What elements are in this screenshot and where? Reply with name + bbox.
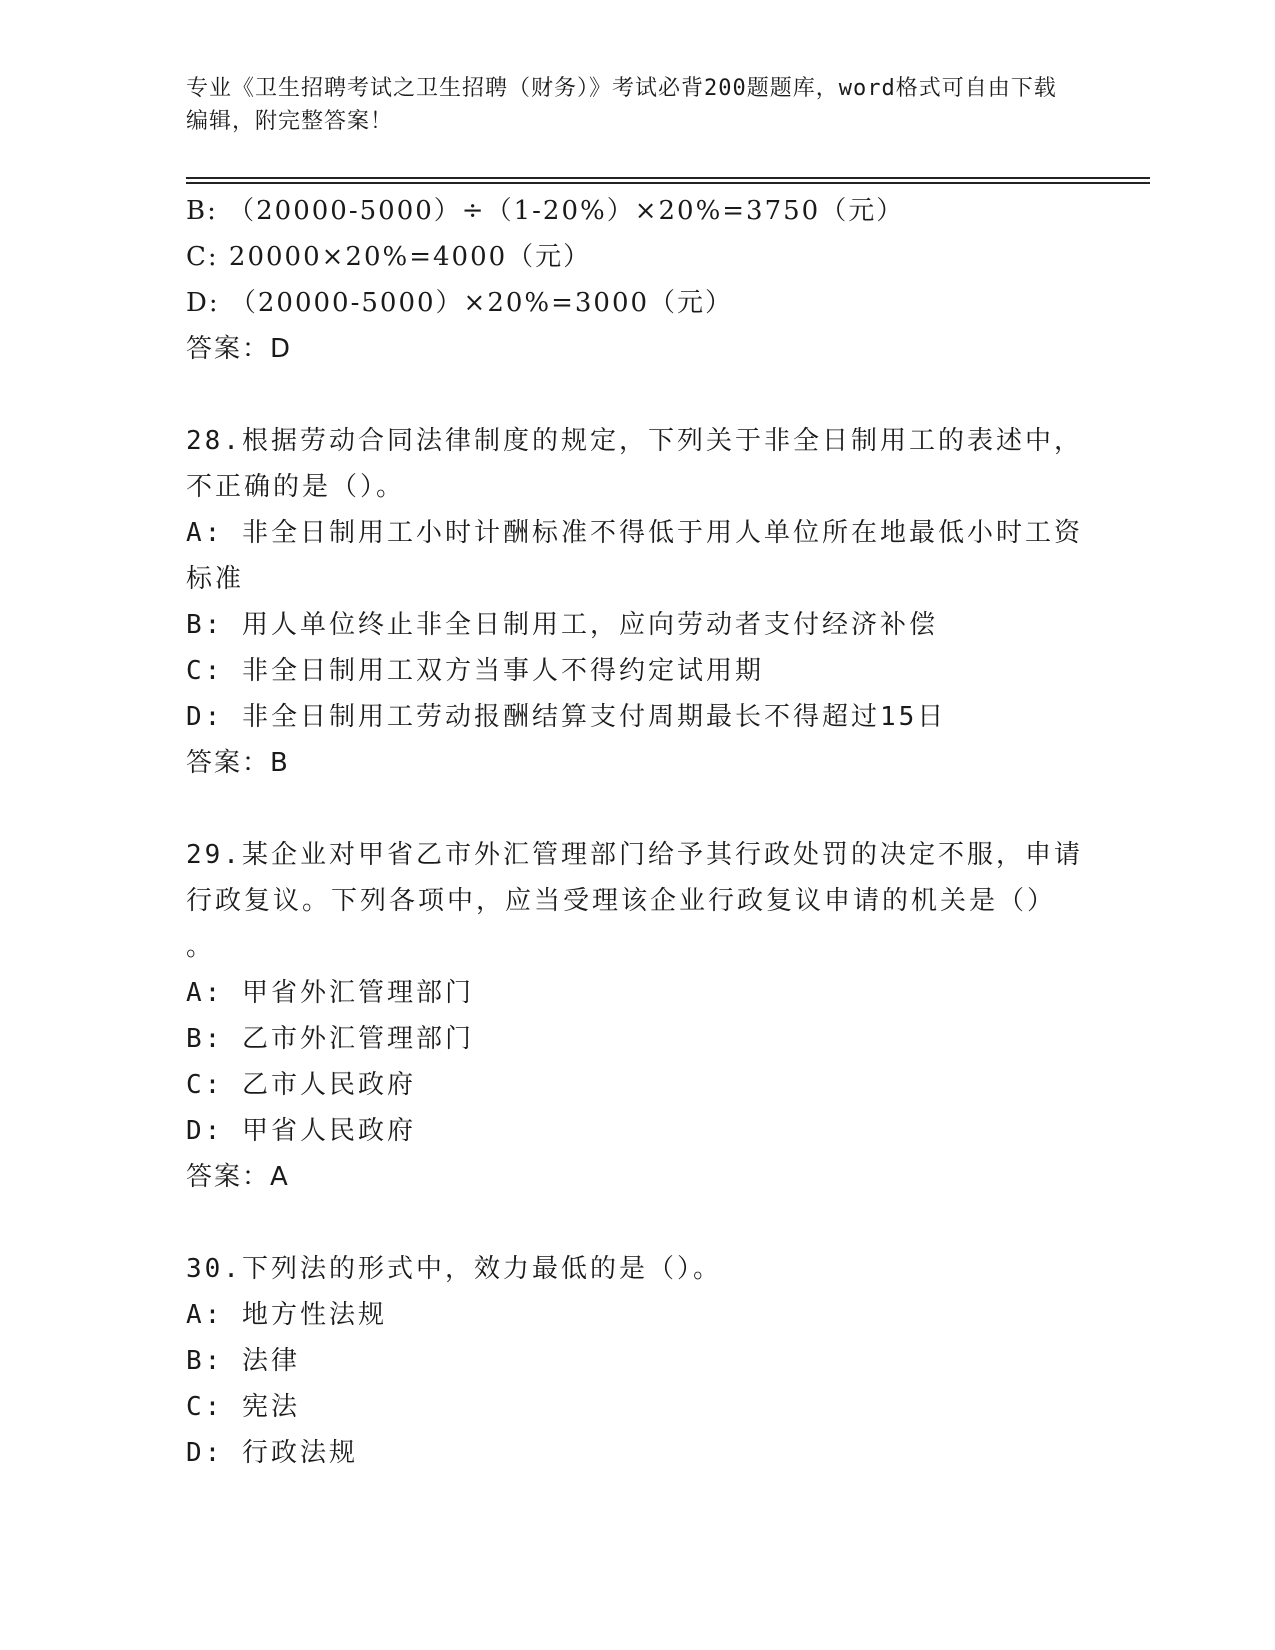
answer-line: 答案：B [186, 748, 290, 778]
question-stem-line: 行政复议。下列各项中，应当受理该企业行政复议申请的机关是（） [186, 886, 1057, 916]
header-divider-top [186, 177, 1150, 179]
option-line: A: 甲省外汇管理部门 [186, 978, 474, 1008]
question-stem-line: 。 [186, 932, 216, 962]
option-line: 标准 [186, 564, 245, 594]
question-stem-line: 不正确的是（）。 [186, 472, 406, 502]
option-line: B: （20000-5000）÷（1-20%）×20%=3750（元） [186, 196, 905, 226]
option-line: C: 乙市人民政府 [186, 1070, 416, 1100]
question-29 [186, 832, 1086, 1200]
question-30 [186, 1246, 1086, 1476]
option-line: A: 地方性法规 [186, 1300, 387, 1330]
option-line: D: 非全日制用工劳动报酬结算支付周期最长不得超过15日 [186, 702, 947, 732]
question-28 [186, 418, 1086, 786]
option-line: C: 20000×20%=4000（元） [186, 242, 592, 272]
question-stem-line: 28.根据劳动合同法律制度的规定，下列关于非全日制用工的表述中， [186, 426, 1083, 456]
option-line: C: 非全日制用工双方当事人不得约定试用期 [186, 656, 764, 686]
question-stem-line: 29.某企业对甲省乙市外汇管理部门给予其行政处罚的决定不服，申请 [186, 840, 1083, 870]
option-line: C: 宪法 [186, 1392, 300, 1422]
option-line: B: 乙市外汇管理部门 [186, 1024, 474, 1054]
answer-line: 答案：D [186, 334, 293, 364]
option-line: D: （20000-5000）×20%=3000（元） [186, 288, 734, 318]
option-line: D: 行政法规 [186, 1438, 358, 1468]
answer-line: 答案：A [186, 1162, 290, 1192]
option-line: D: 甲省人民政府 [186, 1116, 416, 1146]
header-title: 专业《卫生招聘考试之卫生招聘（财务）》考试必背200题题库，word格式可自由下载编辑，附完整答案！ [186, 76, 1057, 134]
option-line: B: 法律 [186, 1346, 300, 1376]
question-stem-line: 30.下列法的形式中，效力最低的是（）。 [186, 1254, 722, 1284]
option-line: A: 非全日制用工小时计酬标准不得低于用人单位所在地最低小时工资 [186, 518, 1083, 548]
header-divider-bottom [186, 182, 1150, 184]
option-line: B: 用人单位终止非全日制用工，应向劳动者支付经济补偿 [186, 610, 938, 640]
document-header [186, 72, 1066, 138]
carryover-options [186, 188, 1086, 372]
question-content [186, 188, 1086, 1476]
